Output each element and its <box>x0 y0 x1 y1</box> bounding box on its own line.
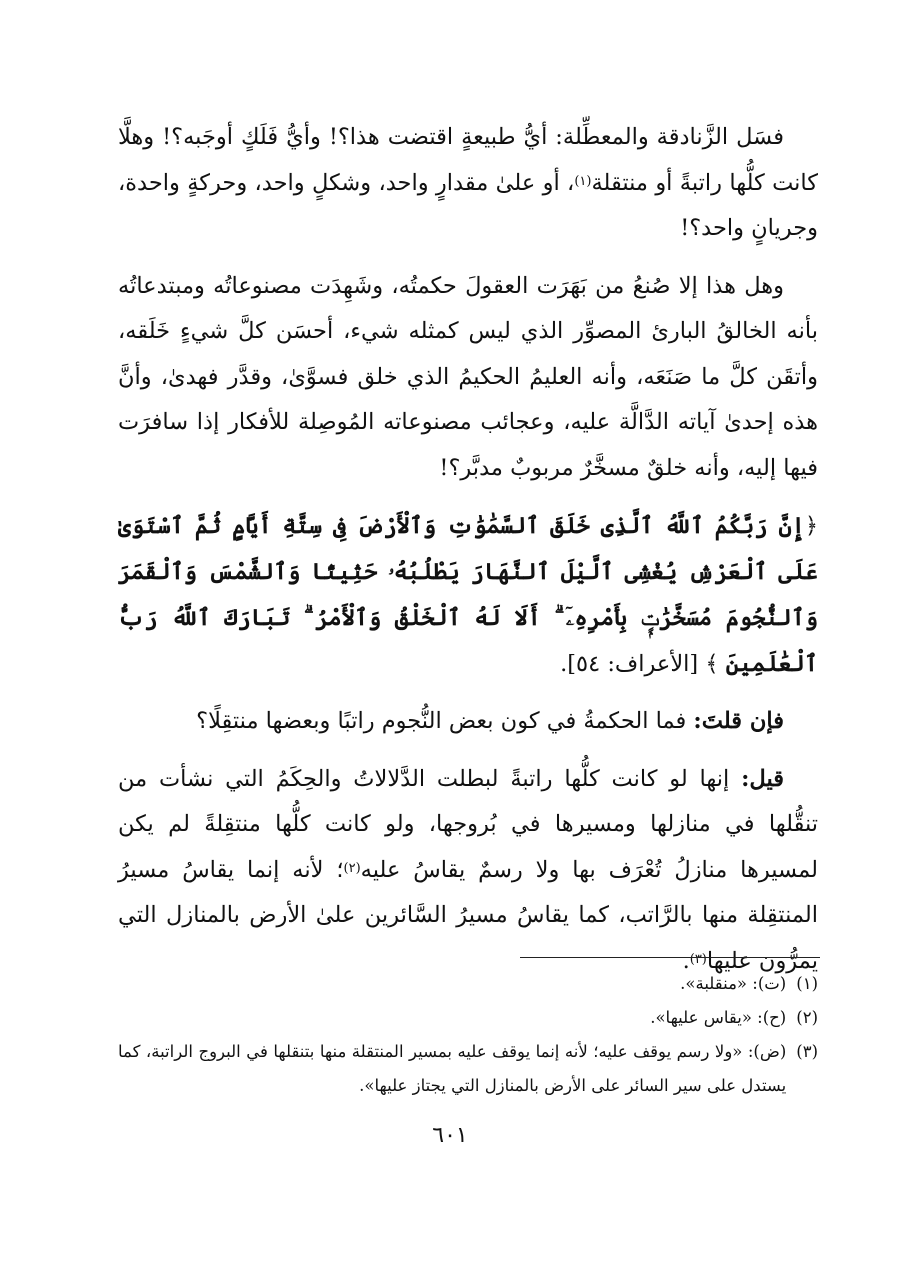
footnote-text: (ض): «ولا رسم يوقف عليه؛ لأنه إنما يوقف عليه بمسير المنتقلة منها بتنقلها في البروج الراتبة، كما يستدل على سير السائر على الأرض بالمنازل التي يجتاز عليها». <box>118 1042 787 1095</box>
quran-open-bracket: ﴿ <box>804 513 818 539</box>
paragraph-2: وهل هذا إلا صُنعُ من بَهَرَت العقولَ حكمتُه، وشَهِدَت مصنوعاتُه ومبتدعاتُه بأنه الخالقُ البارئ المصوِّر الذي ليس كمثله شيء، أحسَن كلَّ شيءٍ خَلَقه، وأتقَن كلَّ ما صَنَعَه، وأنه العليمُ الحكيمُ الذي خلق فسوَّىٰ، وقدَّر فهدىٰ، وأنَّ هذه إحدىٰ آياته الدَّالَّة عليه، وعجائب مصنوعاته المُوصِلة للأفكار إذا سافرَت فيها إليه، وأنه خلقٌ مسخَّرٌ مربوبٌ مدبَّر؟! <box>118 272 818 481</box>
footnote-1 <box>118 967 818 1001</box>
footnote-number: (٢) <box>796 1008 818 1027</box>
quran-text: إِنَّ رَبَّكُمُ ٱللَّهُ ٱلَّذِى خَلَقَ ٱلسَّمَٰوَٰتِ وَٱلْأَرْضَ فِى سِتَّةِ أَيَّامٍ ثُمَّ ٱسْتَوَىٰ عَلَى ٱلْعَرْشِ يُغْشِى ٱلَّيْلَ ٱلنَّهَارَ يَطْلُبُهُۥ حَثِيثًا وَٱلشَّمْسَ وَٱلْقَمَرَ وَٱلنُّجُومَ مُسَخَّرَٰتٍۭ بِأَمْرِهِۦٓ ۗ أَلَا لَهُ ٱلْخَلْقُ وَٱلْأَمْرُ ۗ تَبَارَكَ ٱللَّهُ رَبُّ ٱلْعَٰلَمِينَ <box>118 513 818 677</box>
paragraph-1: فسَل الزَّنادقة والمعطِّلة: أيُّ طبيعةٍ اقتضت هذا؟! وأيُّ فَلَكٍ أوجَبه؟! وهلَّا كانت كلُّها راتبةً أو منتقلة$^{(١)}$، أو علىٰ مقدارٍ واحد، وشكلٍ واحد، وحركةٍ واحدة، وجريانٍ واحد؟! <box>118 124 818 241</box>
footnote-ref-1[interactable]: (١) <box>574 173 592 189</box>
footnote-number: (١) <box>796 974 818 993</box>
quran-reference: [الأعراف: ٥٤]. <box>560 651 699 677</box>
page-number: ٦٠١ <box>432 1123 468 1148</box>
quran-verse <box>118 503 818 687</box>
quran-close-bracket: ﴾ <box>705 651 719 677</box>
footnote-ref-2[interactable]: (٢) <box>343 860 361 876</box>
question-label: فإن قلتَ: <box>693 708 784 734</box>
question-paragraph <box>118 699 818 745</box>
answer-label: قيل: <box>741 765 784 792</box>
footnote-text: (ت): «منقلبة». <box>680 974 787 993</box>
footnote-3 <box>118 1035 818 1103</box>
footnote-separator <box>520 957 820 958</box>
footnote-2 <box>118 1001 818 1035</box>
footnote-ref-3[interactable]: (٣) <box>689 951 707 967</box>
main-text <box>118 115 818 996</box>
answer-paragraph: قيل: إنها لو كانت كلُّها راتبةً لبطلت الدَّلالاتُ والحِكَمُ التي نشأت من تنقُّلها في منازلها ومسيرها في بُروجها، ولو كانت كلُّها منتقِلةً لم يكن لمسيرها منازلُ تُعْرَف بها ولا رسمٌ يقاسُ عليه$^{(٢)}$؛ لأنه إنما يقاسُ مسيرُ المنتقِلة منها بالرَّاتب، كما يقاسُ مسيرُ السَّائرين علىٰ الأرض بالمنازل التي يمرُّون عليها$^{(٣)}$. <box>118 765 818 974</box>
footnote-text: (ح): «يقاس عليها». <box>650 1008 787 1027</box>
footnote-number: (٣) <box>796 1042 818 1061</box>
footnotes <box>118 967 818 1103</box>
question-text: فما الحكمةُ في كون بعض النُّجوم راتبًا وبعضها منتقِلًا؟ <box>196 708 687 734</box>
